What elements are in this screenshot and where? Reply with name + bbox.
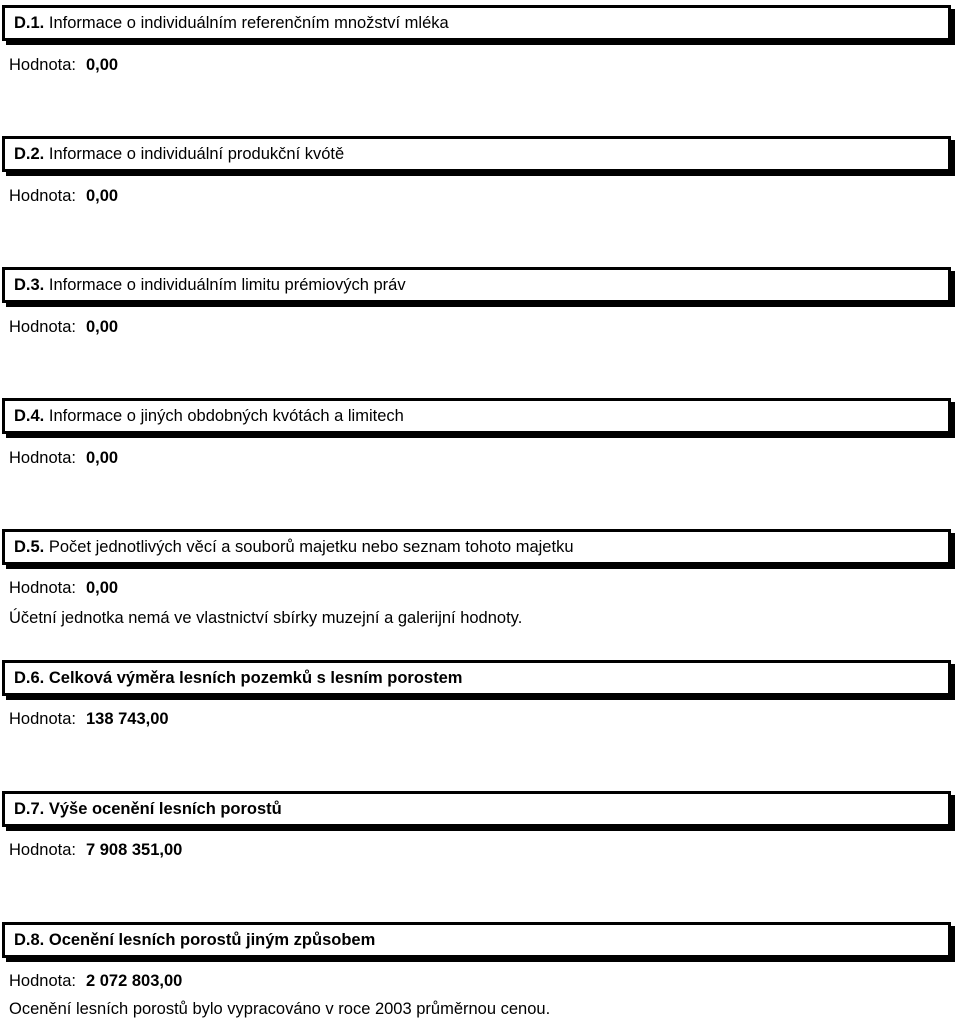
- value-row-d1: [9, 56, 118, 75]
- section-header-d5: [2, 529, 951, 565]
- value-label: Hodnota:: [9, 579, 76, 597]
- value-label: Hodnota:: [9, 710, 76, 728]
- section-note-d5: Účetní jednotka nemá ve vlastnictví sbírky muzejní a galerijní hodnoty.: [9, 609, 523, 627]
- value-row-d2: [9, 187, 118, 206]
- section-header-d2: [2, 136, 951, 172]
- value-row-d4: [9, 449, 118, 468]
- value-number: 138 743,00: [86, 710, 169, 728]
- value-label: Hodnota:: [9, 187, 76, 205]
- value-number: 0,00: [86, 187, 119, 205]
- value-number: 0,00: [86, 318, 119, 336]
- section-number: D.3.: [14, 275, 45, 294]
- value-label: Hodnota:: [9, 56, 76, 74]
- section-header-d7: [2, 791, 951, 827]
- value-row-d8: [9, 972, 182, 991]
- section-header-d6: [2, 660, 951, 696]
- section-number: D.2.: [14, 144, 45, 163]
- value-label: Hodnota:: [9, 318, 76, 336]
- section-number: D.5.: [14, 537, 45, 556]
- section-title: Informace o individuálním limitu prémiových práv: [48, 275, 406, 294]
- section-title: Celková výměra lesních pozemků s lesním porostem: [48, 668, 463, 687]
- section-number: D.7.: [14, 799, 45, 818]
- value-label: Hodnota:: [9, 972, 76, 990]
- section-header-d1: [2, 5, 951, 41]
- section-number: D.4.: [14, 406, 45, 425]
- section-number: D.1.: [14, 13, 45, 32]
- value-label: Hodnota:: [9, 449, 76, 467]
- value-number: 0,00: [86, 579, 119, 597]
- section-header-d3: [2, 267, 951, 303]
- value-number: 0,00: [86, 449, 119, 467]
- value-row-d3: [9, 318, 118, 337]
- section-title: Informace o individuálním referenčním množství mléka: [48, 13, 449, 32]
- value-row-d6: [9, 710, 169, 729]
- section-title: Informace o jiných obdobných kvótách a limitech: [48, 406, 404, 425]
- section-title: Ocenění lesních porostů jiným způsobem: [48, 930, 376, 949]
- section-number: D.8.: [14, 930, 45, 949]
- value-number: 0,00: [86, 56, 119, 74]
- section-number: D.6.: [14, 668, 45, 687]
- section-note-d8: Ocenění lesních porostů bylo vypracováno v roce 2003 průměrnou cenou.: [9, 1000, 551, 1018]
- value-number: 2 072 803,00: [86, 972, 183, 990]
- value-number: 7 908 351,00: [86, 841, 183, 859]
- section-title: Počet jednotlivých věcí a souborů majetku nebo seznam tohoto majetku: [48, 537, 574, 556]
- section-title: Informace o individuální produkční kvótě: [48, 144, 345, 163]
- section-header-d4: [2, 398, 951, 434]
- value-row-d5: [9, 579, 118, 598]
- value-label: Hodnota:: [9, 841, 76, 859]
- value-row-d7: [9, 841, 182, 860]
- section-header-d8: [2, 922, 951, 958]
- section-title: Výše ocenění lesních porostů: [48, 799, 282, 818]
